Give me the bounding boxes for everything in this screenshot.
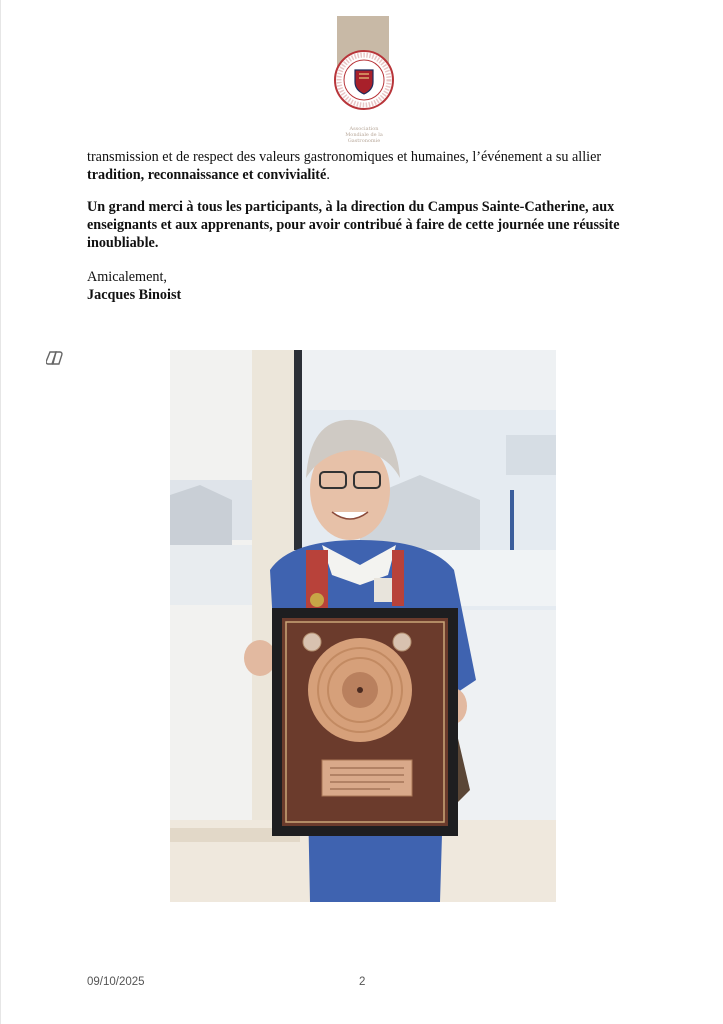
closing-salutation: Amicalement, xyxy=(87,269,167,285)
paragraph-text: transmission et de respect des valeurs gastronomiques et humaines, l’événement a su allier xyxy=(87,149,602,165)
association-caption: Association Mondiale de la Gastronomie xyxy=(345,126,383,144)
logo-emblem-icon xyxy=(333,44,395,116)
chaine-des-rotisseurs-logo xyxy=(333,16,395,144)
paragraph-transmission xyxy=(87,148,647,184)
copilot-icon[interactable] xyxy=(46,349,66,367)
page-number: 2 xyxy=(359,976,366,988)
footer-date: 09/10/2025 xyxy=(87,976,145,988)
award-photo xyxy=(170,350,556,902)
paragraph-emphasis: tradition, reconnaissance et convivialité xyxy=(87,167,327,183)
signature-name: Jacques Binoist xyxy=(87,287,182,303)
paragraph-period: . xyxy=(326,167,330,183)
paragraph-thanks: Un grand merci à tous les participants, à la direction du Campus Sainte-Catherine, aux enseignants et aux apprenants, pour avoir contribué à faire de cette journée une réussite inoubliable. xyxy=(87,199,620,251)
closing-block xyxy=(87,268,487,304)
